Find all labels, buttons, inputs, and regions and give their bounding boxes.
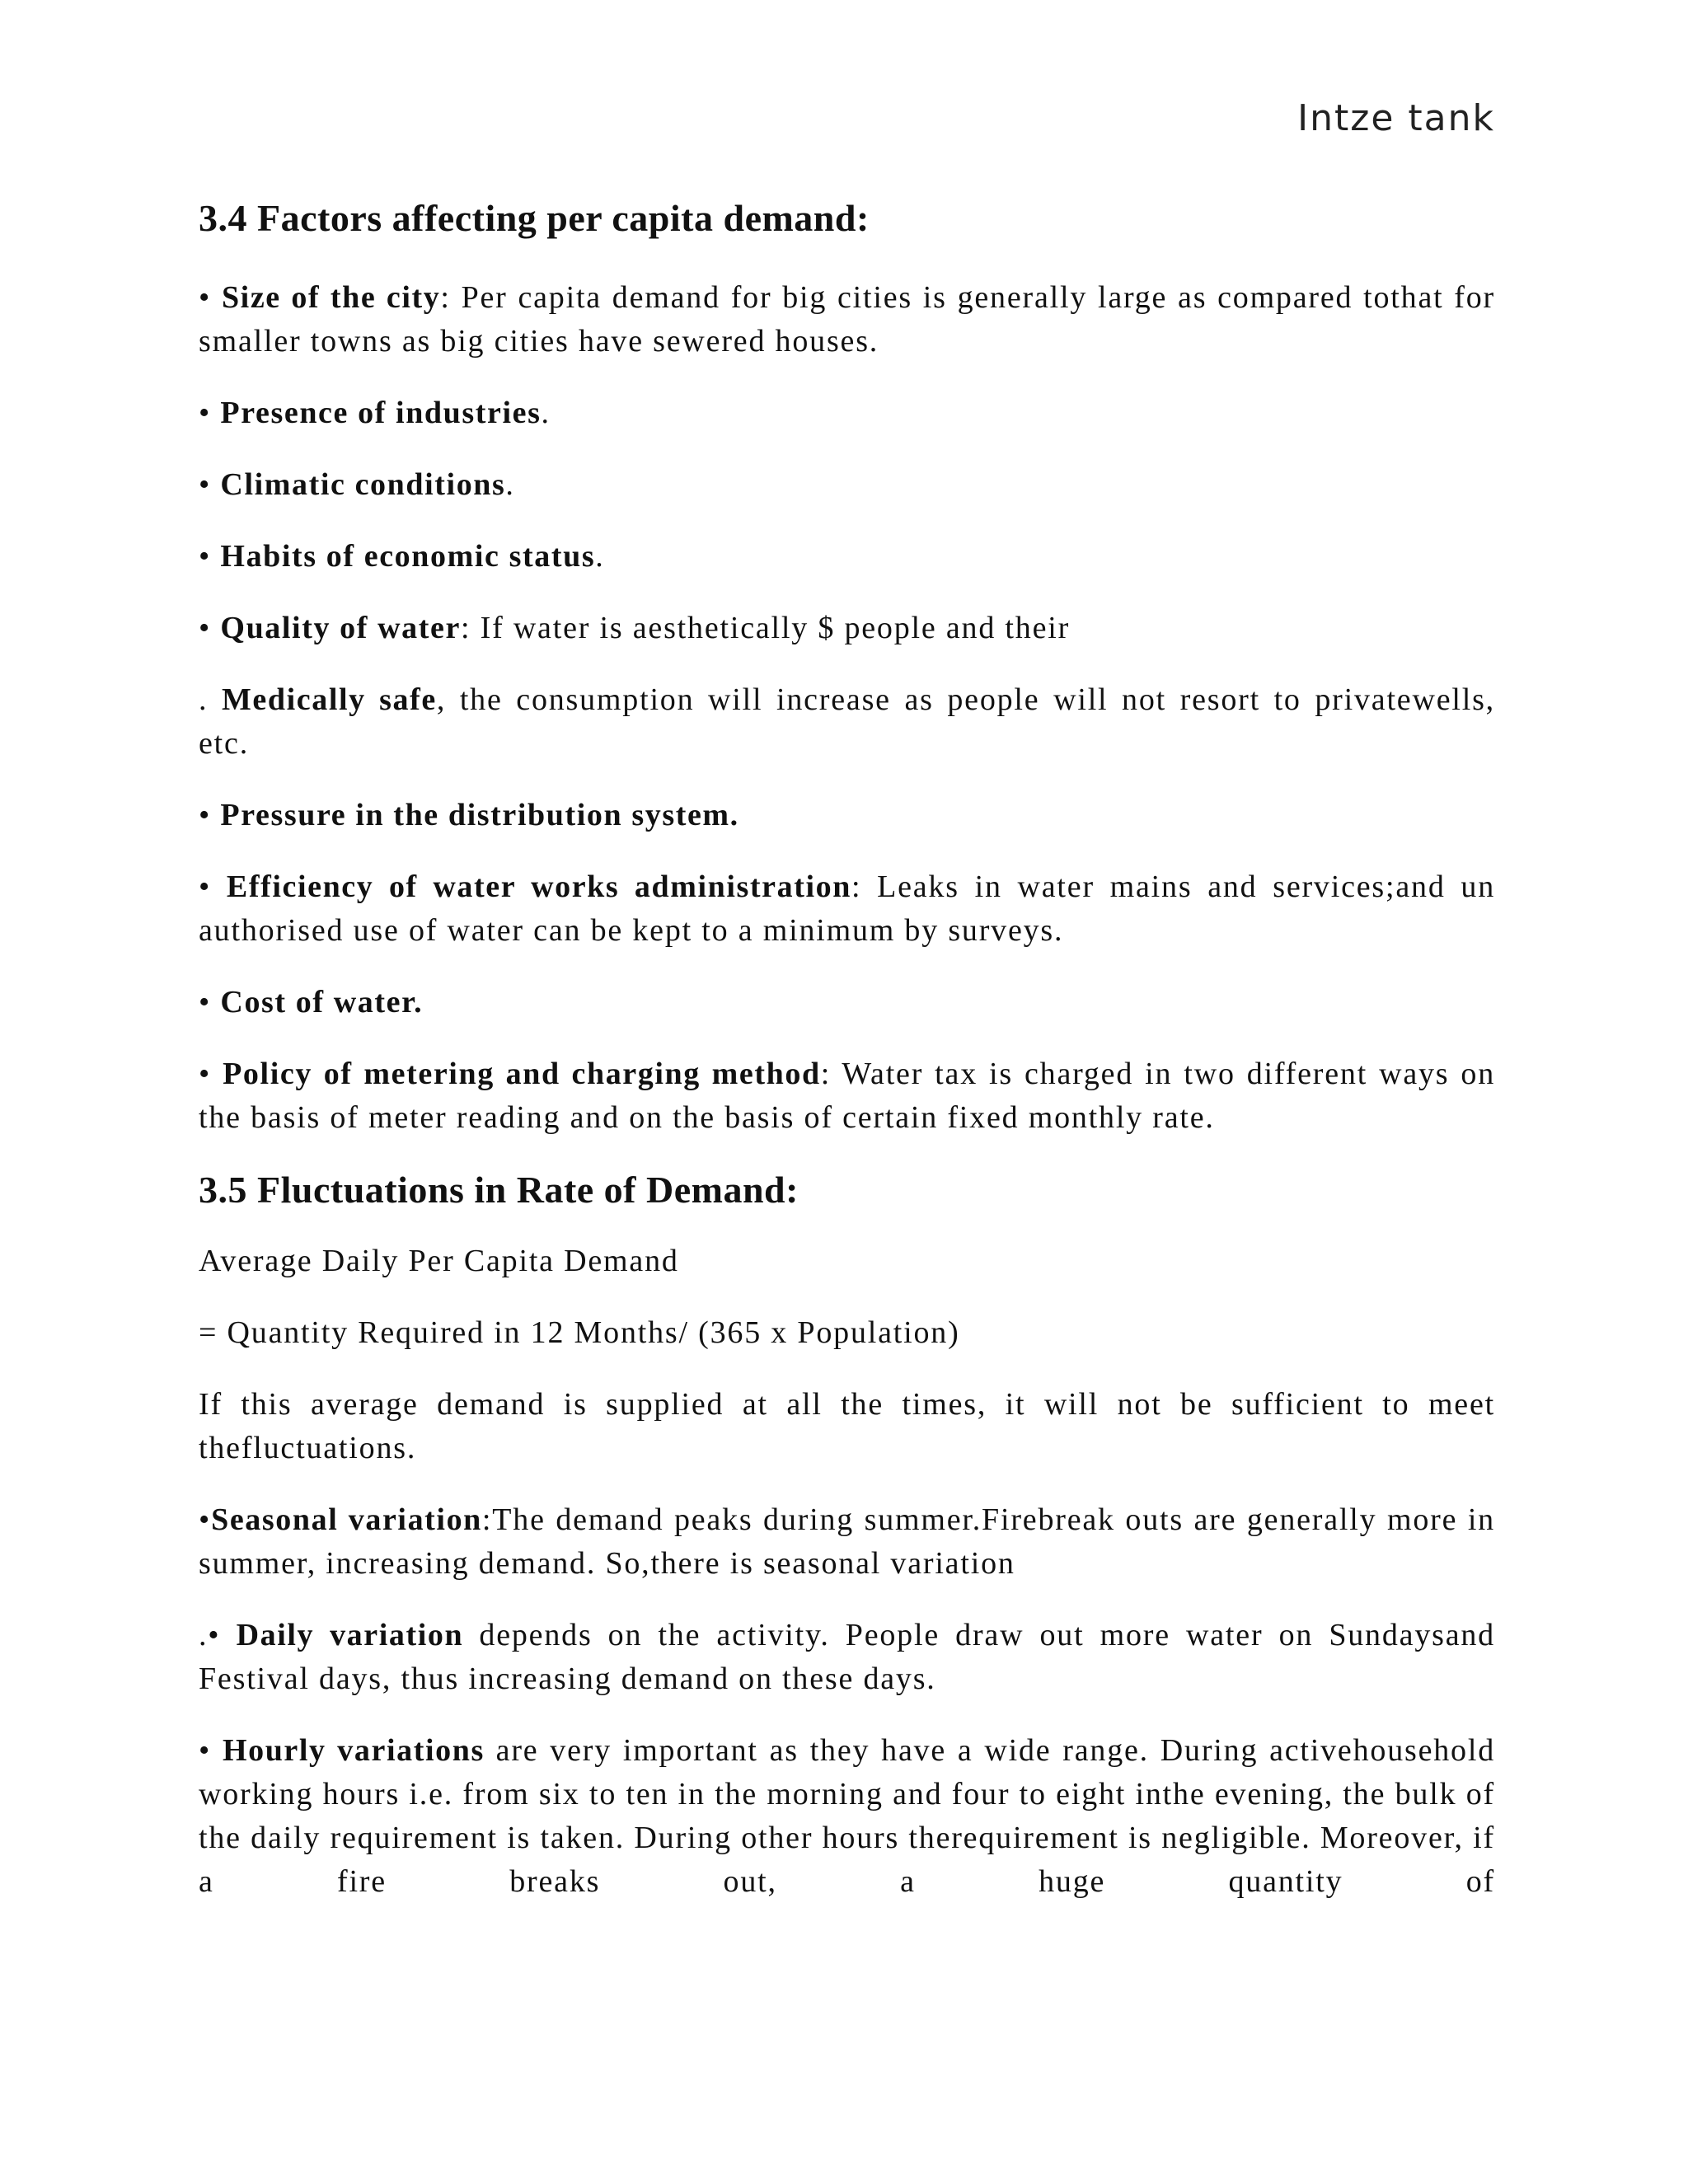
bullet: . xyxy=(199,682,222,717)
bullet: .• xyxy=(199,1618,237,1652)
factor-policy-metering xyxy=(199,1052,1495,1140)
variation-seasonal xyxy=(199,1498,1495,1586)
variation-term: Seasonal variation xyxy=(211,1502,482,1537)
factor-term: Policy of metering and charging method xyxy=(223,1057,821,1091)
factor-size-of-city xyxy=(199,276,1495,363)
factor-term: Efficiency of water works administration xyxy=(226,869,851,904)
bullet: • xyxy=(199,280,222,315)
factor-climatic-conditions xyxy=(199,463,1495,507)
factor-term: Cost of water. xyxy=(220,985,424,1019)
factor-pressure-distribution xyxy=(199,794,1495,837)
bullet: • xyxy=(199,798,221,832)
factor-term: Climatic conditions xyxy=(220,467,506,502)
factor-term: Presence of industries xyxy=(220,396,542,430)
factor-text: . xyxy=(595,539,605,574)
page-content xyxy=(199,196,1495,1932)
variation-term: Hourly variations xyxy=(222,1733,485,1768)
variation-hourly xyxy=(199,1729,1495,1904)
factor-text: : Water tax is charged in two different ways on the basis of meter reading and on the basis of certain fixed monthly rate. xyxy=(199,1057,1496,1135)
factor-term: Habits of economic status xyxy=(220,539,596,574)
factor-text: , the consumption will increase as people will not resort to privatewells, etc. xyxy=(199,682,1495,761)
factor-presence-of-industries xyxy=(199,391,1495,435)
factor-text: : If water is aesthetically $ people and their xyxy=(460,611,1071,645)
factor-text: : Per capita demand for big cities is generally large as compared tothat for smaller towns as big cities have sewered houses. xyxy=(199,280,1496,359)
bullet: • xyxy=(199,611,221,645)
factor-term: Medically safe xyxy=(221,682,437,717)
factor-text: . xyxy=(541,396,551,430)
bullet: • xyxy=(199,869,227,904)
factor-term: Quality of water xyxy=(220,611,461,645)
bullet: • xyxy=(199,467,221,502)
variation-text: are very important as they have a wide range. During activehousehold working hours i.e. from six to ten in the morning and four to eight inthe evening, the bulk of the daily requirement is taken. During other hours therequirement is negligible. Moreover, if a fire breaks out, a huge quantity of xyxy=(199,1733,1496,1899)
bullet: • xyxy=(199,1502,212,1537)
factor-text: . xyxy=(505,467,515,502)
average-demand-note: If this average demand is supplied at all the times, it will not be sufficient to meet thefluctuations. xyxy=(199,1387,1495,1465)
variation-term: Daily variation xyxy=(236,1618,464,1652)
variation-text: depends on the activity. People draw out more water on Sundaysand Festival days, thus increasing demand on these days. xyxy=(199,1618,1495,1696)
factor-term: Size of the city xyxy=(221,280,441,315)
section-heading-3-4: 3.4 Factors affecting per capita demand: xyxy=(199,197,870,239)
section-heading-3-5: 3.5 Fluctuations in Rate of Demand: xyxy=(199,1169,799,1211)
bullet: • xyxy=(199,539,221,574)
factor-text: : Leaks in water mains and services;and un authorised use of water can be kept to a minimum by surveys. xyxy=(199,869,1496,948)
factor-cost-of-water xyxy=(199,981,1495,1024)
factor-quality-of-water xyxy=(199,607,1495,650)
bullet: • xyxy=(199,396,221,430)
factor-medically-safe xyxy=(199,678,1495,766)
average-demand-formula: = Quantity Required in 12 Months/ (365 x Population) xyxy=(199,1315,960,1350)
factor-efficiency-administration xyxy=(199,865,1495,953)
factor-habits-economic-status xyxy=(199,535,1495,579)
variation-daily xyxy=(199,1614,1495,1701)
factor-term: Pressure in the distribution system. xyxy=(220,798,739,832)
average-demand-label: Average Daily Per Capita Demand xyxy=(199,1244,679,1278)
bullet: • xyxy=(199,1733,223,1768)
bullet: • xyxy=(199,985,221,1019)
variation-text: :The demand peaks during summer.Firebreak outs are generally more in summer, increasing demand. So,there is seasonal variation xyxy=(199,1502,1495,1581)
bullet: • xyxy=(199,1057,223,1091)
page-header: Intze tank xyxy=(1297,97,1495,139)
